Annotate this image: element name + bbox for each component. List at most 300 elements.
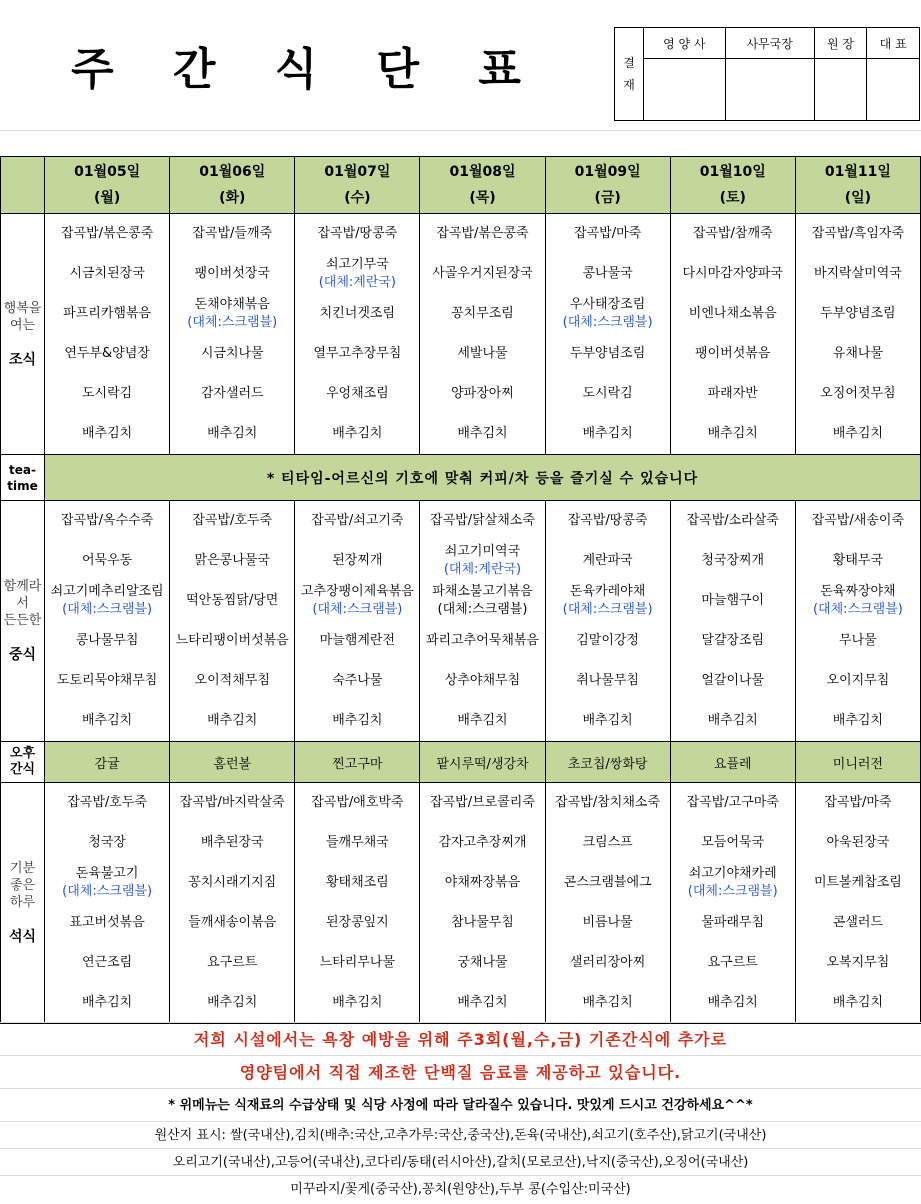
menu-item xyxy=(796,294,920,334)
date-label: 01월10일 xyxy=(699,164,766,180)
menu-disclaimer: * 위메뉴는 식재료의 수급상태 및 식당 사정에 따라 달라질수 있습니다. 맛있게 드시고 건강하세요^^* xyxy=(0,1088,921,1122)
dish-name: 잡곡밥/브로콜리죽 xyxy=(430,795,535,810)
approval-label xyxy=(615,28,644,121)
dish-name: 배추김치 xyxy=(832,995,884,1010)
approval-label-bottom: 재 xyxy=(623,78,635,92)
dish-name: 쇠고기미역국 xyxy=(444,544,521,559)
menu-item xyxy=(420,621,544,661)
menu-item xyxy=(796,621,920,661)
substitute-note: (대체:스크램블) xyxy=(687,884,778,899)
dish-name: 요구르트 xyxy=(707,955,758,970)
dish-name: 된장찌개 xyxy=(332,553,383,568)
menu-item xyxy=(546,501,670,541)
menu-item xyxy=(295,294,419,334)
menu-item xyxy=(170,783,294,823)
dish-name: 잡곡밥/호두죽 xyxy=(67,795,147,810)
dish-name: 배추김치 xyxy=(832,713,884,728)
menu-item xyxy=(671,661,795,701)
menu-item xyxy=(45,334,169,374)
menu-item xyxy=(170,294,294,334)
dish-name: 비엔나채소볶음 xyxy=(688,306,777,321)
dish-name: 우사태장조림 xyxy=(569,297,646,312)
dish-name: 쇠고기무국 xyxy=(325,257,389,272)
menu-item xyxy=(45,581,169,621)
dish-name: 무나물 xyxy=(839,633,877,648)
menu-item xyxy=(45,501,169,541)
dish-name: 배추김치 xyxy=(332,995,383,1010)
breakfast-menu-cell xyxy=(170,214,295,455)
lunch-row xyxy=(1,501,921,742)
menu-item xyxy=(671,621,795,661)
breakfast-menu-cell xyxy=(420,214,545,455)
dish-name: 도시락김 xyxy=(582,386,633,401)
dish-name: 모듬어묵국 xyxy=(701,835,765,850)
dish-name: 취나물무침 xyxy=(576,673,639,688)
dinner-menu-cell xyxy=(295,783,420,1024)
dish-name: 시금치된장국 xyxy=(69,266,145,281)
menu-item xyxy=(546,621,670,661)
dish-name: 배추김치 xyxy=(207,713,258,728)
menu-item xyxy=(45,374,169,414)
dish-name: 숙주나물 xyxy=(332,673,383,688)
menu-item xyxy=(420,501,544,541)
dish-name: 잡곡밥/들깨죽 xyxy=(192,226,273,241)
dish-name: 콘스크램블에그 xyxy=(563,875,652,890)
substitute-note: (대체:스크램블) xyxy=(62,884,153,899)
dish-name: 느타리팽이버섯볶음 xyxy=(175,633,289,648)
menu-item xyxy=(796,943,920,983)
menu-item xyxy=(45,294,169,334)
menu-item xyxy=(420,943,544,983)
menu-item xyxy=(420,541,544,581)
dish-name: 쇠고기야채카레 xyxy=(688,866,777,881)
dish-name: 떡안동찜닭/당면 xyxy=(186,593,279,608)
menu-item xyxy=(295,374,419,414)
menu-item xyxy=(546,661,670,701)
dish-name: 마늘햄계란전 xyxy=(319,633,396,648)
dish-name: 세발나물 xyxy=(457,346,508,361)
dish-name: 잡곡밥/소라살죽 xyxy=(686,513,779,528)
dish-name: 배추김치 xyxy=(81,426,133,441)
menu-item xyxy=(170,863,294,903)
dinner-menu-cell xyxy=(45,783,170,1024)
menu-item xyxy=(671,943,795,983)
lunch-menu-cell xyxy=(795,501,920,742)
approval-box xyxy=(614,27,920,121)
menu-item xyxy=(546,783,670,823)
menu-item xyxy=(420,863,544,903)
menu-item xyxy=(796,783,920,823)
menu-item xyxy=(170,943,294,983)
date-header-cell xyxy=(45,157,170,214)
menu-item xyxy=(45,214,169,254)
date-label: 01월09일 xyxy=(574,164,641,180)
menu-item xyxy=(45,541,169,581)
dish-name: 잡곡밥/호두죽 xyxy=(192,513,273,528)
weekday-label: (목) xyxy=(469,190,496,206)
menu-item xyxy=(671,903,795,943)
dinner-menu-cell xyxy=(670,783,795,1024)
dish-name: 양파장아찌 xyxy=(451,386,514,401)
menu-item xyxy=(170,541,294,581)
date-label: 01월06일 xyxy=(199,164,266,180)
substitute-note: (대체:계란국) xyxy=(318,275,397,290)
origin-line: 오리고기(국내산),고등어(국내산),코다리/동태(러시아산),갈치(모로코산),낙지(중국산),오징어(국내산) xyxy=(0,1148,921,1176)
dinner-menu-cell xyxy=(795,783,920,1024)
dish-name: 배추김치 xyxy=(207,426,258,441)
dish-name: 배추김치 xyxy=(582,426,633,441)
dish-name: 황태채조림 xyxy=(325,875,389,890)
menu-item xyxy=(295,943,419,983)
snack-row xyxy=(1,742,921,783)
approval-sign-cell[interactable] xyxy=(814,59,867,121)
menu-item xyxy=(671,783,795,823)
menu-item xyxy=(671,294,795,334)
dish-name: 아욱된장국 xyxy=(826,835,890,850)
menu-item xyxy=(796,903,920,943)
dish-name: 파래자반 xyxy=(707,386,758,401)
menu-item xyxy=(295,903,419,943)
dish-name: 열무고추장무침 xyxy=(313,346,402,361)
menu-item xyxy=(546,983,670,1023)
lunch-menu-cell xyxy=(420,501,545,742)
dish-name: 배추김치 xyxy=(457,995,508,1010)
snack-cell: 요플레 xyxy=(670,742,795,783)
menu-item xyxy=(671,701,795,741)
date-header-cell xyxy=(295,157,420,214)
approval-role: 원 장 xyxy=(814,28,867,59)
dish-name: 오징어젓무침 xyxy=(820,386,896,401)
menu-item xyxy=(170,214,294,254)
corner-cell xyxy=(1,157,45,214)
dinner-tagline: 기분 xyxy=(9,861,36,876)
date-header-cell xyxy=(420,157,545,214)
dish-name: 들깨새송이볶음 xyxy=(188,915,277,930)
menu-item xyxy=(170,374,294,414)
dish-name: 바지락살미역국 xyxy=(813,266,902,281)
breakfast-menu-cell xyxy=(45,214,170,455)
dish-name: 어묵우동 xyxy=(81,553,133,568)
dish-name: 콩나물무침 xyxy=(75,633,139,648)
dish-name: 배추김치 xyxy=(332,713,383,728)
menu-item xyxy=(671,501,795,541)
menu-item xyxy=(420,581,544,621)
menu-item xyxy=(295,214,419,254)
dish-name: 된장콩잎지 xyxy=(325,915,389,930)
breakfast-row xyxy=(1,214,921,455)
substitute-note: (대체:계란국) xyxy=(443,562,522,577)
dish-name: 쇠고기메추리알조림 xyxy=(50,584,164,599)
dish-name: 들깨무채국 xyxy=(325,835,389,850)
menu-item xyxy=(546,823,670,863)
menu-item xyxy=(420,374,544,414)
menu-item xyxy=(170,621,294,661)
dish-name: 오복지무침 xyxy=(826,955,890,970)
dish-name: 꽁치무조림 xyxy=(451,306,514,321)
substitute-note: (대체:스크램블) xyxy=(812,602,903,617)
dish-name: 배추된장국 xyxy=(200,835,264,850)
dish-name: 치킨너겟조림 xyxy=(319,306,396,321)
notice-line: 저희 시설에서는 욕창 예방을 위해 주3회(월,수,금) 기존간식에 추가로 xyxy=(0,1022,921,1056)
menu-item xyxy=(796,254,920,294)
menu-item xyxy=(45,661,169,701)
menu-item xyxy=(170,581,294,621)
menu-item xyxy=(420,334,544,374)
dish-name: 샐러리장아찌 xyxy=(569,955,646,970)
page-title: 주 간 식 단 표 xyxy=(71,44,543,95)
menu-item xyxy=(546,541,670,581)
approval-sign-cell[interactable] xyxy=(644,59,726,121)
menu-item xyxy=(796,414,920,454)
lunch-menu-cell xyxy=(545,501,670,742)
dish-name: 달걀장조림 xyxy=(701,633,765,648)
dish-name: 파프리카햄볶음 xyxy=(63,306,152,321)
substitute-note: (대체:스크램블) xyxy=(187,315,278,330)
menu-item xyxy=(420,414,544,454)
dish-name: 배추김치 xyxy=(707,713,758,728)
dish-name: 배추김치 xyxy=(81,713,133,728)
menu-item xyxy=(295,863,419,903)
menu-item xyxy=(45,783,169,823)
dish-name: 감자샐러드 xyxy=(200,386,264,401)
dish-name: 배추김치 xyxy=(707,426,758,441)
menu-item xyxy=(420,254,544,294)
approval-sign-cell[interactable] xyxy=(725,59,814,121)
dish-name: 꽈리고추어묵채볶음 xyxy=(425,633,539,648)
dish-name: 물파래무침 xyxy=(701,915,765,930)
dish-name: 느타리무나물 xyxy=(319,955,396,970)
menu-item xyxy=(671,254,795,294)
menu-item xyxy=(170,254,294,294)
dish-name: 파채소불고기볶음 xyxy=(432,584,533,599)
menu-item xyxy=(45,983,169,1023)
menu-item xyxy=(420,701,544,741)
menu-item xyxy=(671,863,795,903)
dish-name: 잡곡밥/참치채소죽 xyxy=(555,795,661,810)
dish-name: 잡곡밥/새송이죽 xyxy=(811,513,905,528)
menu-item xyxy=(295,701,419,741)
dish-name: 잡곡밥/쇠고기죽 xyxy=(311,513,404,528)
menu-item xyxy=(170,701,294,741)
date-label: 01월11일 xyxy=(824,164,891,180)
dish-name: 도토리묵야채무침 xyxy=(56,673,158,688)
lunch-menu-cell xyxy=(170,501,295,742)
snack-cell: 미니러전 xyxy=(795,742,920,783)
menu-item xyxy=(546,701,670,741)
dish-name: 배추김치 xyxy=(707,995,758,1010)
dinner-menu-cell xyxy=(420,783,545,1024)
menu-item xyxy=(546,414,670,454)
menu-item xyxy=(796,374,920,414)
weekday-label: (수) xyxy=(344,190,371,206)
lunch-tagline: 든든한 xyxy=(3,613,42,628)
menu-item xyxy=(796,214,920,254)
breakfast-tagline: 여는 xyxy=(9,317,36,333)
lunch-label xyxy=(1,501,45,742)
lunch-menu-cell xyxy=(295,501,420,742)
menu-item xyxy=(45,701,169,741)
lunch-tagline: 서 xyxy=(16,596,29,611)
menu-item xyxy=(45,414,169,454)
menu-item xyxy=(546,374,670,414)
snack-label-line: 오후 xyxy=(9,746,36,761)
dinner-menu-cell xyxy=(170,783,295,1024)
dish-name: 돈채야채볶음 xyxy=(194,297,270,312)
dish-name: 꽁치시래기지짐 xyxy=(188,875,277,890)
menu-item xyxy=(671,374,795,414)
date-header-cell xyxy=(170,157,295,214)
snack-cell: 감귤 xyxy=(45,742,170,783)
menu-item xyxy=(671,823,795,863)
breakfast-menu-cell xyxy=(295,214,420,455)
menu-item xyxy=(295,501,419,541)
dish-name: 맑은콩나물국 xyxy=(194,553,270,568)
dish-name: 배추김치 xyxy=(582,713,633,728)
dish-name: 도시락김 xyxy=(81,386,133,401)
dish-name: 잡곡밥/옥수수죽 xyxy=(60,513,154,528)
menu-item xyxy=(170,661,294,701)
menu-item xyxy=(295,414,419,454)
dish-name: 요구르트 xyxy=(207,955,258,970)
lunch-menu-cell xyxy=(45,501,170,742)
dish-name: 잡곡밥/땅콩죽 xyxy=(317,226,398,241)
dish-name: 잡곡밥/마죽 xyxy=(574,226,642,241)
dish-name: 계란파국 xyxy=(582,553,633,568)
lunch-title: 중식 xyxy=(8,647,37,663)
menu-item xyxy=(546,214,670,254)
breakfast-menu-cell xyxy=(545,214,670,455)
menu-item xyxy=(796,501,920,541)
dish-name: 참나물무침 xyxy=(451,915,514,930)
dish-name: 유채나물 xyxy=(832,346,884,361)
dish-name: 콘샐러드 xyxy=(832,915,884,930)
approval-role: 영 양 사 xyxy=(644,28,726,59)
date-header-row xyxy=(1,157,921,214)
snack-cell: 팥시루떡/생강차 xyxy=(420,742,545,783)
menu-item xyxy=(796,701,920,741)
breakfast-tagline: 행복을 xyxy=(3,300,42,316)
menu-item xyxy=(420,783,544,823)
dinner-title: 석식 xyxy=(8,929,37,945)
notice-line: 영양팀에서 직접 제조한 단백질 음료를 제공하고 있습니다. xyxy=(0,1055,921,1089)
dish-name: 연두부&양념장 xyxy=(64,346,150,361)
dish-name: 비름나물 xyxy=(582,915,633,930)
menu-item xyxy=(671,414,795,454)
menu-item xyxy=(295,621,419,661)
menu-item xyxy=(45,863,169,903)
menu-item xyxy=(546,903,670,943)
date-label: 01월08일 xyxy=(449,164,516,180)
dish-name: 돈육카레야채 xyxy=(569,584,646,599)
menu-item xyxy=(546,294,670,334)
menu-item xyxy=(796,541,920,581)
dish-name: 두부양념조림 xyxy=(820,306,896,321)
dish-name: 배추김치 xyxy=(582,995,633,1010)
menu-item xyxy=(671,581,795,621)
menu-item xyxy=(170,334,294,374)
approval-role: 사무국장 xyxy=(725,28,814,59)
dinner-tagline: 하루 xyxy=(9,895,36,910)
menu-item xyxy=(671,541,795,581)
menu-item xyxy=(420,661,544,701)
dish-name: 고추장팽이제육볶음 xyxy=(300,584,414,599)
date-header-cell xyxy=(670,157,795,214)
dinner-menu-cell xyxy=(545,783,670,1024)
dish-name: 야채짜장볶음 xyxy=(444,875,521,890)
weekday-label: (일) xyxy=(844,190,872,206)
dish-name: 잡곡밥/볶은콩죽 xyxy=(60,226,154,241)
dish-name: 팽이버섯장국 xyxy=(194,266,270,281)
breakfast-menu-cell xyxy=(670,214,795,455)
menu-item xyxy=(295,581,419,621)
dish-name: 감자고추장찌개 xyxy=(438,835,527,850)
dish-name: 돈육불고기 xyxy=(75,866,139,881)
menu-item xyxy=(295,983,419,1023)
menu-item xyxy=(420,294,544,334)
menu-item xyxy=(796,823,920,863)
menu-item xyxy=(45,254,169,294)
substitute-note: (대체:스크램블) xyxy=(62,602,153,617)
dish-name: 김말이강정 xyxy=(576,633,639,648)
dish-name: 잡곡밥/고구마죽 xyxy=(686,795,779,810)
dish-name: 배추김치 xyxy=(457,426,508,441)
dish-name: 배추김치 xyxy=(457,713,508,728)
dish-name: 마늘햄구이 xyxy=(701,593,765,608)
dish-name: 잡곡밥/땅콩죽 xyxy=(567,513,648,528)
menu-item xyxy=(295,334,419,374)
dish-name: 시금치나물 xyxy=(200,346,264,361)
dish-name: 미트볼케찹조림 xyxy=(813,875,902,890)
dish-name: 오이적채무침 xyxy=(194,673,270,688)
menu-item xyxy=(170,501,294,541)
menu-item xyxy=(295,254,419,294)
dish-name: 팽이버섯볶음 xyxy=(695,346,771,361)
dish-name: 오이지무침 xyxy=(826,673,890,688)
dish-name: 잡곡밥/닭살채소죽 xyxy=(430,513,535,528)
menu-item xyxy=(295,541,419,581)
menu-item xyxy=(546,334,670,374)
dish-name: 잡곡밥/참깨죽 xyxy=(692,226,773,241)
substitute-note: (대체:스크램블) xyxy=(437,602,528,617)
dish-name: 표고버섯볶음 xyxy=(69,915,145,930)
dish-name: 크림스프 xyxy=(582,835,633,850)
snack-cell: 초코칩/쌍화탕 xyxy=(545,742,670,783)
weekday-label: (월) xyxy=(93,190,121,206)
dish-name: 황태무국 xyxy=(832,553,884,568)
spacer-row xyxy=(0,130,921,157)
snack-cell: 찐고구마 xyxy=(295,742,420,783)
weekday-label: (화) xyxy=(219,190,246,206)
snack-label-line: 간식 xyxy=(9,762,36,777)
menu-item xyxy=(546,863,670,903)
dish-name: 잡곡밥/애호박죽 xyxy=(311,795,404,810)
dish-name: 콩나물국 xyxy=(582,266,633,281)
dinner-label xyxy=(1,783,45,1024)
dinner-tagline: 좋은 xyxy=(9,878,36,893)
menu-item xyxy=(796,863,920,903)
dish-name: 청국장 xyxy=(88,835,126,850)
menu-table xyxy=(0,156,921,1024)
menu-item xyxy=(546,254,670,294)
menu-item xyxy=(796,983,920,1023)
dish-name: 두부양념조림 xyxy=(569,346,646,361)
dish-name: 배추김치 xyxy=(81,995,133,1010)
breakfast-title: 조식 xyxy=(8,351,37,368)
menu-item xyxy=(420,823,544,863)
approval-sign-cell[interactable] xyxy=(867,59,920,121)
date-header-cell xyxy=(545,157,670,214)
dish-name: 궁채나물 xyxy=(457,955,508,970)
